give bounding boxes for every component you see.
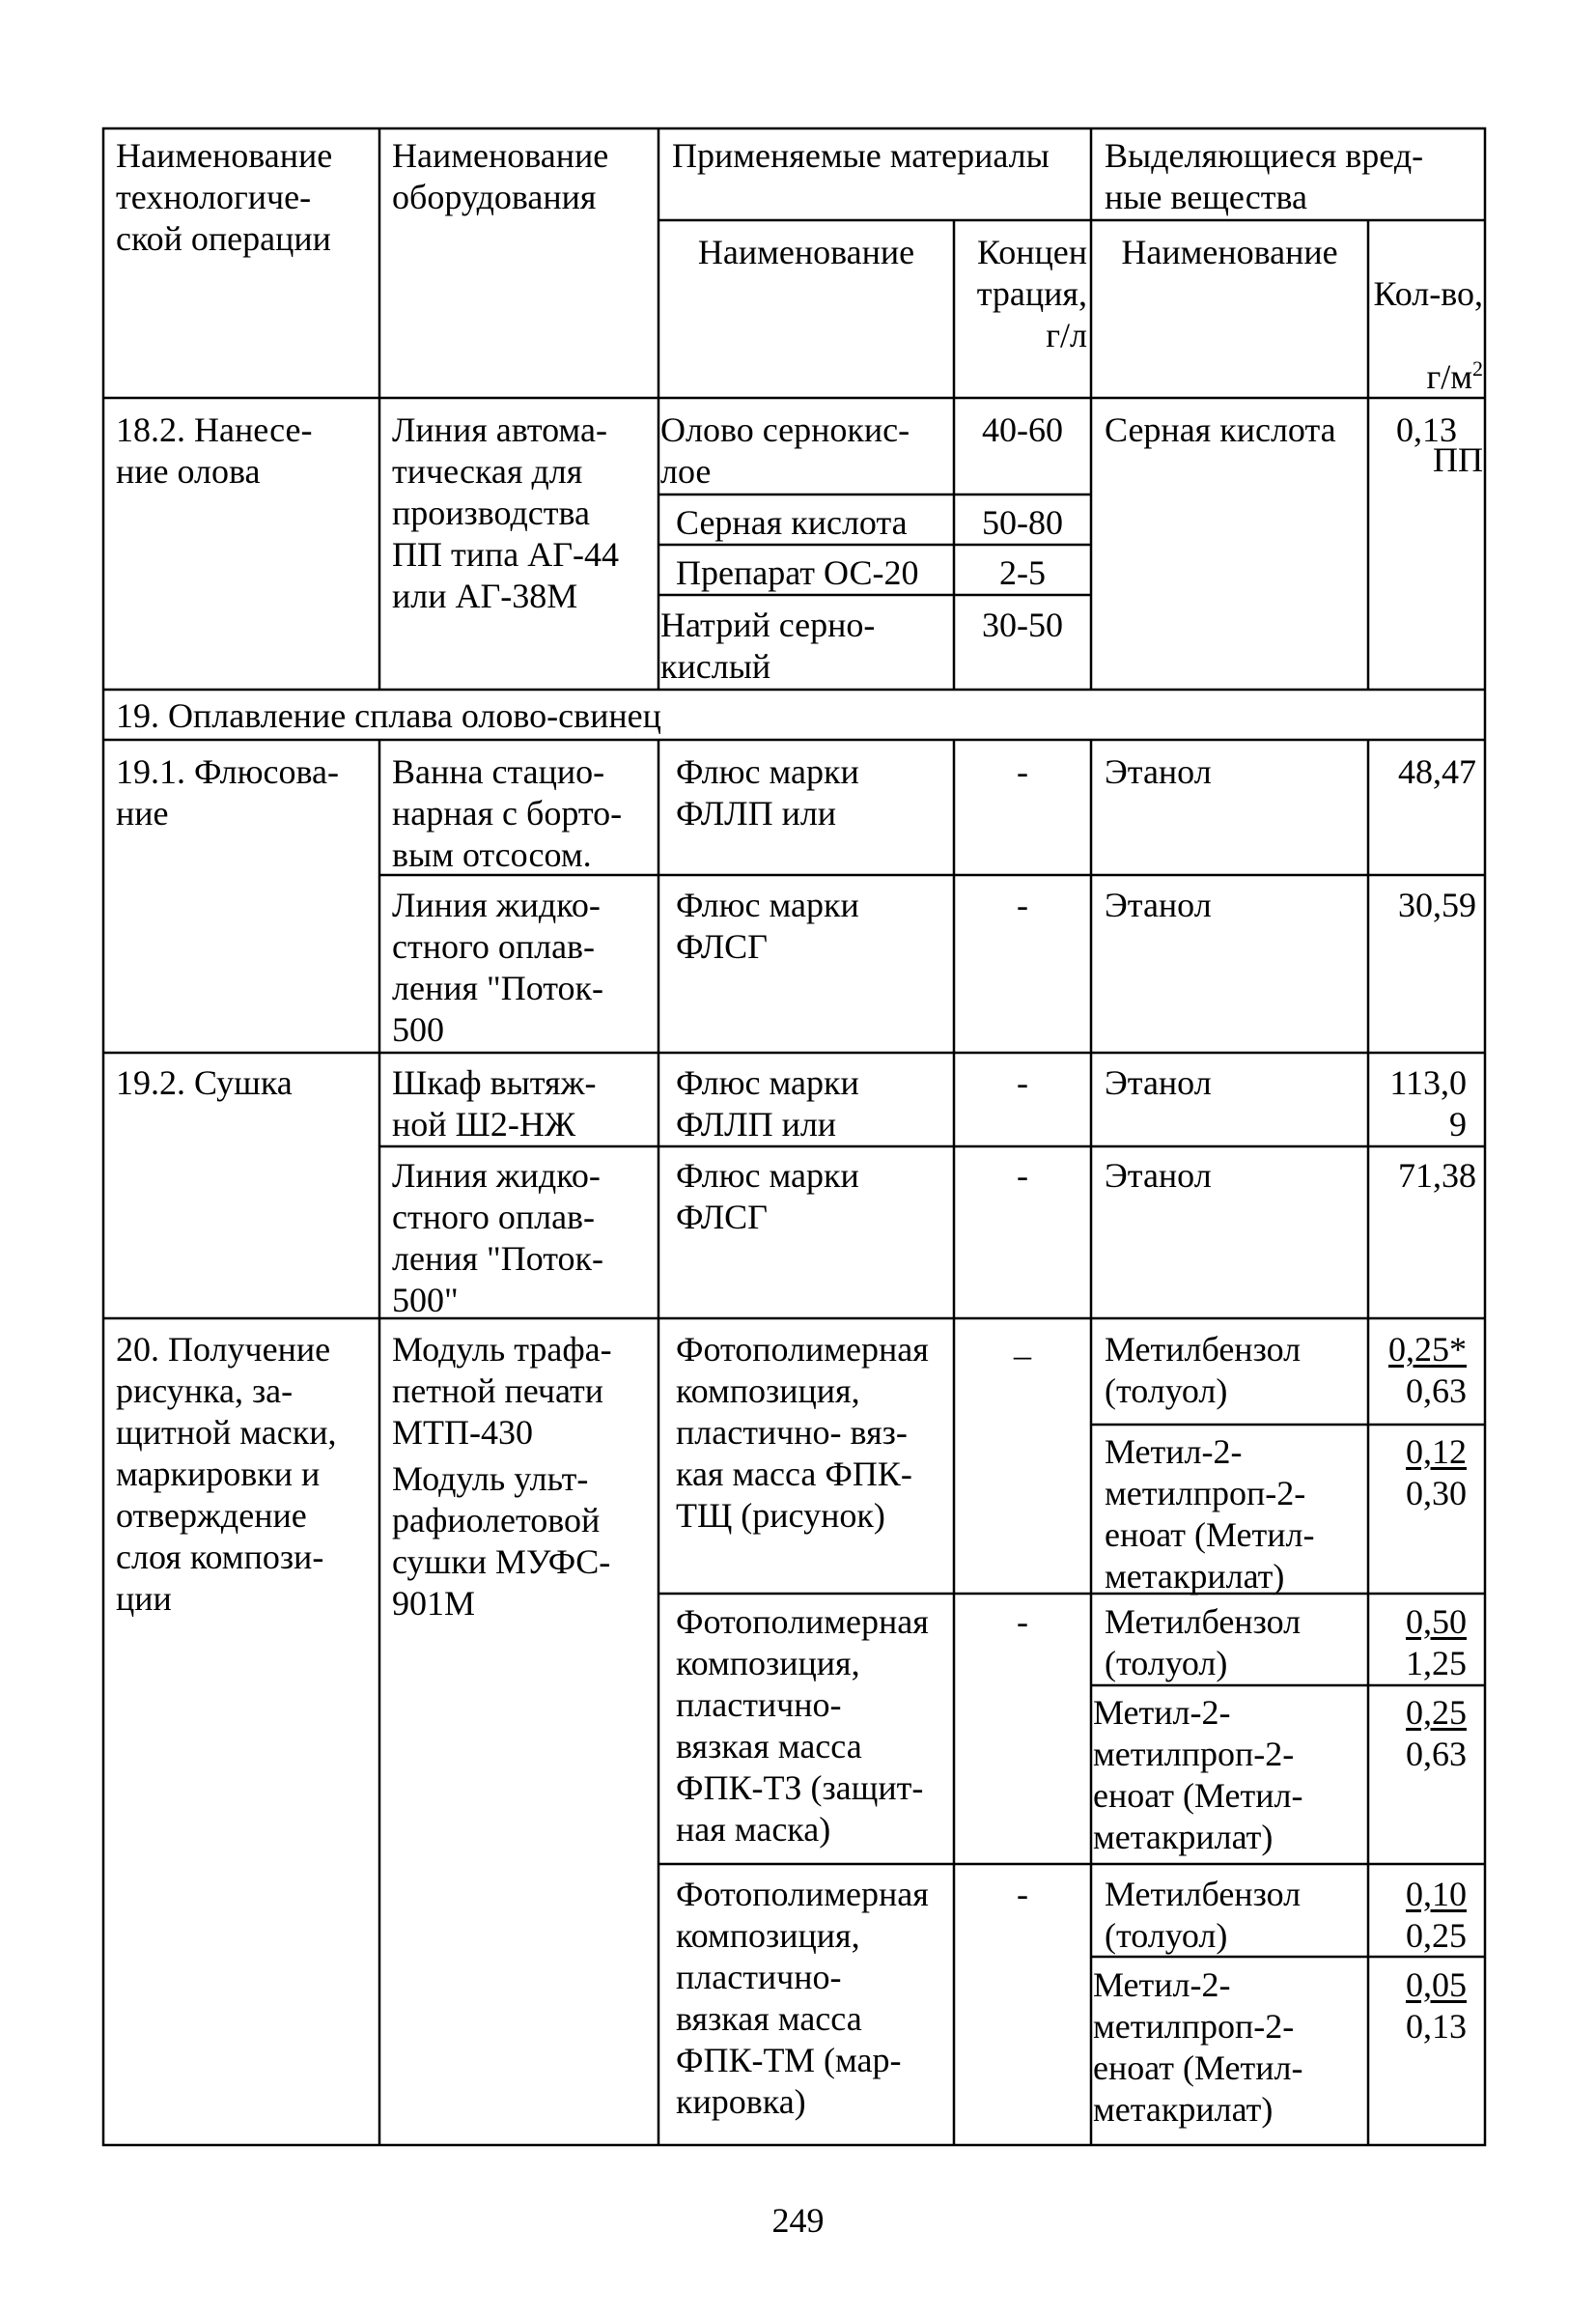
row-19-2-material-a: Флюс марки ФЛЛП или bbox=[676, 1063, 859, 1144]
row-19-1-emission-a: Этанол bbox=[1105, 752, 1212, 791]
header-quantity: Кол-во, $г/м^2$ ПП bbox=[1373, 274, 1483, 479]
row-20-qty-a2-top: 0,12 bbox=[1406, 1432, 1467, 1471]
row-20-operation: 20. Получение рисунка, за- щитной маски, маркировки и отверждение слоя компози- ции bbox=[116, 1330, 337, 1618]
row-20-qty-a1-bot: 0,63 bbox=[1406, 1371, 1467, 1410]
row-18-2-material-2: Серная кислота bbox=[676, 503, 908, 542]
row-20-qty-b1-bot: 1,25 bbox=[1406, 1644, 1467, 1682]
row-20-emission-a1: Метилбензол (толуол) bbox=[1105, 1330, 1302, 1410]
row-19-1-conc-a: - bbox=[1017, 752, 1028, 791]
row-19-2-conc-a: - bbox=[1017, 1063, 1028, 1102]
row-19-2-quantity-b: 71,38 bbox=[1398, 1156, 1476, 1195]
row-20-emission-c2: Метил-2- метилпроп-2- еноат (Метил- метакрилат) bbox=[1093, 1965, 1303, 2129]
row-20-qty-b2-top: 0,25 bbox=[1406, 1693, 1467, 1732]
row-19-2-operation: 19.2. Сушка bbox=[116, 1063, 293, 1102]
row-20-emission-c1: Метилбензол (толуол) bbox=[1105, 1875, 1302, 1955]
row-20-conc-b: - bbox=[1017, 1602, 1028, 1641]
row-20-emission-a2: Метил-2- метилпроп-2- еноат (Метил- метакрилат) bbox=[1105, 1432, 1315, 1596]
row-20-qty-c2-top: 0,05 bbox=[1406, 1965, 1467, 2004]
row-20-qty-a1-top: 0,25* bbox=[1388, 1330, 1467, 1369]
row-18-2-material-3: Препарат ОС-20 bbox=[676, 553, 919, 592]
row-19-1-emission-b: Этанол bbox=[1105, 886, 1212, 924]
row-18-2-conc-3: 2-5 bbox=[999, 553, 1046, 592]
page-number: 249 bbox=[771, 2201, 825, 2240]
header-emission-name: Наименование bbox=[1121, 233, 1338, 271]
row-19-2-emission-a: Этанол bbox=[1105, 1063, 1212, 1102]
row-20-emission-b1: Метилбензол (толуол) bbox=[1105, 1602, 1302, 1682]
row-20-qty-c1-bot: 0,25 bbox=[1406, 1916, 1467, 1955]
row-18-2-conc-2: 50-80 bbox=[982, 503, 1063, 542]
row-18-2-conc-1: 40-60 bbox=[982, 410, 1063, 449]
row-20-material-b: Фотополимерная композиция, пластично- вязкая масса ФПК-ТЗ (защит- ная маска) bbox=[676, 1602, 929, 1849]
row-19-2-equipment-b: Линия жидко- стного оплав- ления "Поток- 500" bbox=[392, 1156, 603, 1319]
header-materials: Применяемые материалы bbox=[672, 136, 1050, 175]
row-19-1-material-b: Флюс марки ФЛСГ bbox=[676, 886, 859, 966]
row-18-2-conc-4: 30-50 bbox=[982, 606, 1063, 644]
row-19-1-conc-b: - bbox=[1017, 886, 1028, 924]
row-20-qty-b1-top: 0,50 bbox=[1406, 1602, 1467, 1641]
row-19-1-quantity-b: 30,59 bbox=[1398, 886, 1476, 924]
row-20-equipment-2: Модуль ульт- рафиолетовой сушки МУФС- 901М bbox=[392, 1459, 611, 1623]
row-20-emission-b2: Метил-2- метилпроп-2- еноат (Метил- метакрилат) bbox=[1093, 1693, 1303, 1856]
row-19-1-operation: 19.1. Флюсова- ние bbox=[116, 752, 339, 833]
row-19-1-equipment-a: Ванна стацио- нарная с борто- вым отсосом. bbox=[392, 752, 623, 874]
header-equipment: Наименование оборудования bbox=[392, 136, 609, 216]
section-19-title: 19. Оплавление сплава олово-свинец bbox=[116, 696, 661, 735]
row-18-2-emission: Серная кислота bbox=[1105, 410, 1336, 449]
row-20-material-a: Фотополимерная композиция, пластично- вяз- кая масса ФПК- ТЩ (рисунок) bbox=[676, 1330, 929, 1535]
row-19-2-emission-b: Этанол bbox=[1105, 1156, 1212, 1195]
row-19-2-equipment-a: Шкаф вытяж- ной Ш2-НЖ bbox=[392, 1063, 597, 1144]
row-20-conc-c: - bbox=[1017, 1875, 1028, 1913]
row-20-conc-a: _ bbox=[1014, 1324, 1031, 1363]
row-18-2-equipment: Линия автома- тическая для производства ПП типа АГ-44 или АГ-38М bbox=[392, 410, 620, 615]
row-19-1-material-a: Флюс марки ФЛЛП или bbox=[676, 752, 859, 833]
header-emissions: Выделяющиеся вред- ные вещества bbox=[1105, 136, 1424, 216]
row-20-qty-b2-bot: 0,63 bbox=[1406, 1735, 1467, 1773]
row-18-2-quantity: 0,13 bbox=[1396, 410, 1457, 449]
row-18-2-material-4: Натрий серно- кислый bbox=[660, 606, 876, 686]
row-19-2-material-b: Флюс марки ФЛСГ bbox=[676, 1156, 859, 1236]
header-material-name: Наименование bbox=[697, 233, 915, 271]
row-19-1-equipment-b: Линия жидко- стного оплав- ления "Поток- 500 bbox=[392, 886, 603, 1049]
row-19-2-conc-b: - bbox=[1017, 1156, 1028, 1195]
row-20-qty-c1-top: 0,10 bbox=[1406, 1875, 1467, 1913]
row-19-1-quantity-a: 48,47 bbox=[1398, 752, 1476, 791]
header-operation: Наименование технологиче- ской операции bbox=[116, 136, 333, 258]
header-concentration: Концен трация, г/л bbox=[976, 233, 1087, 354]
row-18-2-material-1: Олово сернокис- лое bbox=[660, 410, 910, 491]
row-19-2-quantity-a: 113,0 9 bbox=[1389, 1063, 1467, 1144]
row-20-qty-c2-bot: 0,13 bbox=[1406, 2007, 1467, 2046]
row-18-2-operation: 18.2. Нанесе- ние олова bbox=[116, 410, 313, 491]
row-20-equipment-1: Модуль трафа- петной печати МТП-430 bbox=[392, 1330, 612, 1452]
row-20-qty-a2-bot: 0,30 bbox=[1406, 1474, 1467, 1512]
row-20-material-c: Фотополимерная композиция, пластично- вязкая масса ФПК-ТМ (мар- кировка) bbox=[676, 1875, 929, 2121]
